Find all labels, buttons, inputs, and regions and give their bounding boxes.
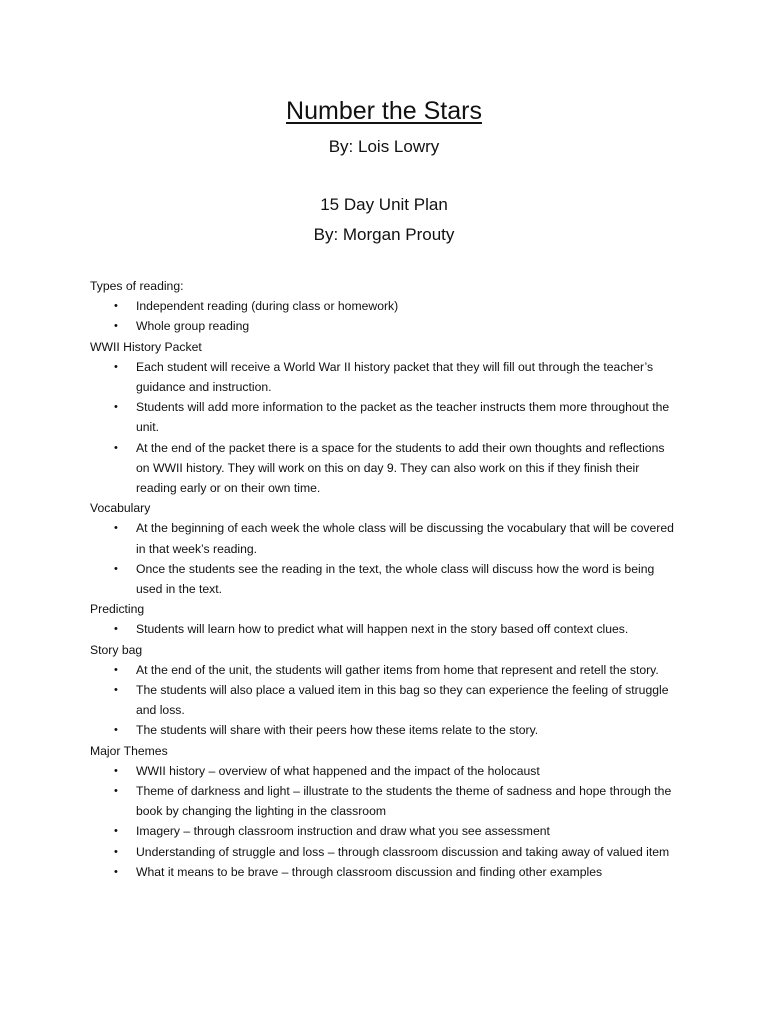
- section-heading: Major Themes: [90, 743, 168, 758]
- bullet-icon: •: [114, 401, 118, 414]
- section-heading: Vocabulary: [90, 501, 151, 516]
- list-item-text: Understanding of struggle and loss – through classroom discussion and taking away of valued item: [136, 844, 670, 859]
- bullet-icon: •: [114, 320, 118, 333]
- list-item: [114, 660, 680, 680]
- list-item-text: At the end of the packet there is a space for the students to add their own thoughts and reflections on WWII history. They will work on this on day 9. They can also work on this if they finish their reading early or on their own time.: [136, 440, 665, 496]
- list-item-text: The students will share with their peers how these items relate to the story.: [136, 723, 539, 738]
- bullet-icon: •: [114, 785, 118, 798]
- bullet-list: [90, 296, 680, 336]
- list-item: [114, 720, 680, 740]
- bullet-icon: •: [114, 623, 118, 636]
- list-item: [114, 296, 680, 316]
- list-item: [114, 397, 680, 437]
- bullet-list: [90, 761, 680, 882]
- list-item: [114, 438, 680, 499]
- list-item-text: Independent reading (during class or homework): [136, 299, 399, 314]
- bullet-icon: •: [114, 764, 118, 777]
- list-item-text: Each student will receive a World War II history packet that they will fill out through the teacher’s guidance and instruction.: [136, 359, 654, 395]
- list-item-text: What it means to be brave – through classroom discussion and finding other examples: [136, 864, 603, 879]
- list-item: [114, 619, 680, 639]
- bullet-icon: •: [114, 724, 118, 737]
- bullet-list: [90, 518, 680, 599]
- document-title: Number the Stars: [286, 97, 482, 125]
- bullet-icon: •: [114, 825, 118, 838]
- list-item-text: Students will add more information to the packet as the teacher instructs them more throughout the unit.: [136, 400, 670, 435]
- list-item-text: WWII history – overview of what happened and the impact of the holocaust: [136, 763, 540, 778]
- bullet-list: [90, 660, 680, 741]
- list-item-text: At the end of the unit, the students will gather items from home that represent and retell the story.: [136, 662, 659, 677]
- bullet-icon: •: [114, 441, 118, 454]
- list-item-text: At the beginning of each week the whole class will be discussing the vocabulary that will be covered in that week’s reading.: [136, 521, 674, 556]
- list-item-text: Whole group reading: [136, 319, 250, 334]
- section-heading: Story bag: [90, 642, 143, 657]
- bullet-icon: •: [114, 663, 118, 676]
- list-item-text: Once the students see the reading in the text, the whole class will discuss how the word is being used in the text.: [136, 561, 655, 597]
- bullet-icon: •: [114, 360, 118, 373]
- bullet-icon: •: [114, 865, 118, 878]
- document-body: [90, 276, 680, 882]
- list-item: [114, 761, 680, 781]
- list-item: [114, 559, 680, 599]
- bullet-icon: •: [114, 845, 118, 858]
- list-item-text: The students will also place a valued item in this bag so they can experience the feeling of struggle and loss.: [136, 683, 669, 718]
- bullet-icon: •: [114, 562, 118, 575]
- list-item: [114, 862, 680, 882]
- list-item-text: Students will learn how to predict what will happen next in the story based off context clues.: [136, 622, 629, 637]
- list-item: [114, 821, 680, 841]
- list-item: [114, 518, 680, 558]
- book-author: By: Lois Lowry: [328, 137, 440, 156]
- section-heading: WWII History Packet: [90, 339, 202, 354]
- bullet-list: [90, 619, 680, 639]
- list-item: [114, 781, 680, 821]
- list-item: [114, 680, 680, 720]
- unit-plan-title: 15 Day Unit Plan: [320, 195, 448, 214]
- list-item-text: Theme of darkness and light – illustrate to the students the theme of sadness and hope through the book by changing the lighting in the classroom: [136, 784, 672, 819]
- list-item: [114, 316, 680, 336]
- section-heading: Types of reading:: [90, 279, 184, 293]
- bullet-icon: •: [114, 300, 118, 313]
- bullet-icon: •: [114, 684, 118, 697]
- section-heading: Predicting: [90, 602, 145, 617]
- plan-author: By: Morgan Prouty: [313, 225, 455, 244]
- bullet-list: [90, 357, 680, 498]
- list-item-text: Imagery – through classroom instruction and draw what you see assessment: [136, 824, 550, 839]
- list-item: [114, 842, 680, 862]
- list-item: [114, 357, 680, 397]
- bullet-icon: •: [114, 522, 118, 535]
